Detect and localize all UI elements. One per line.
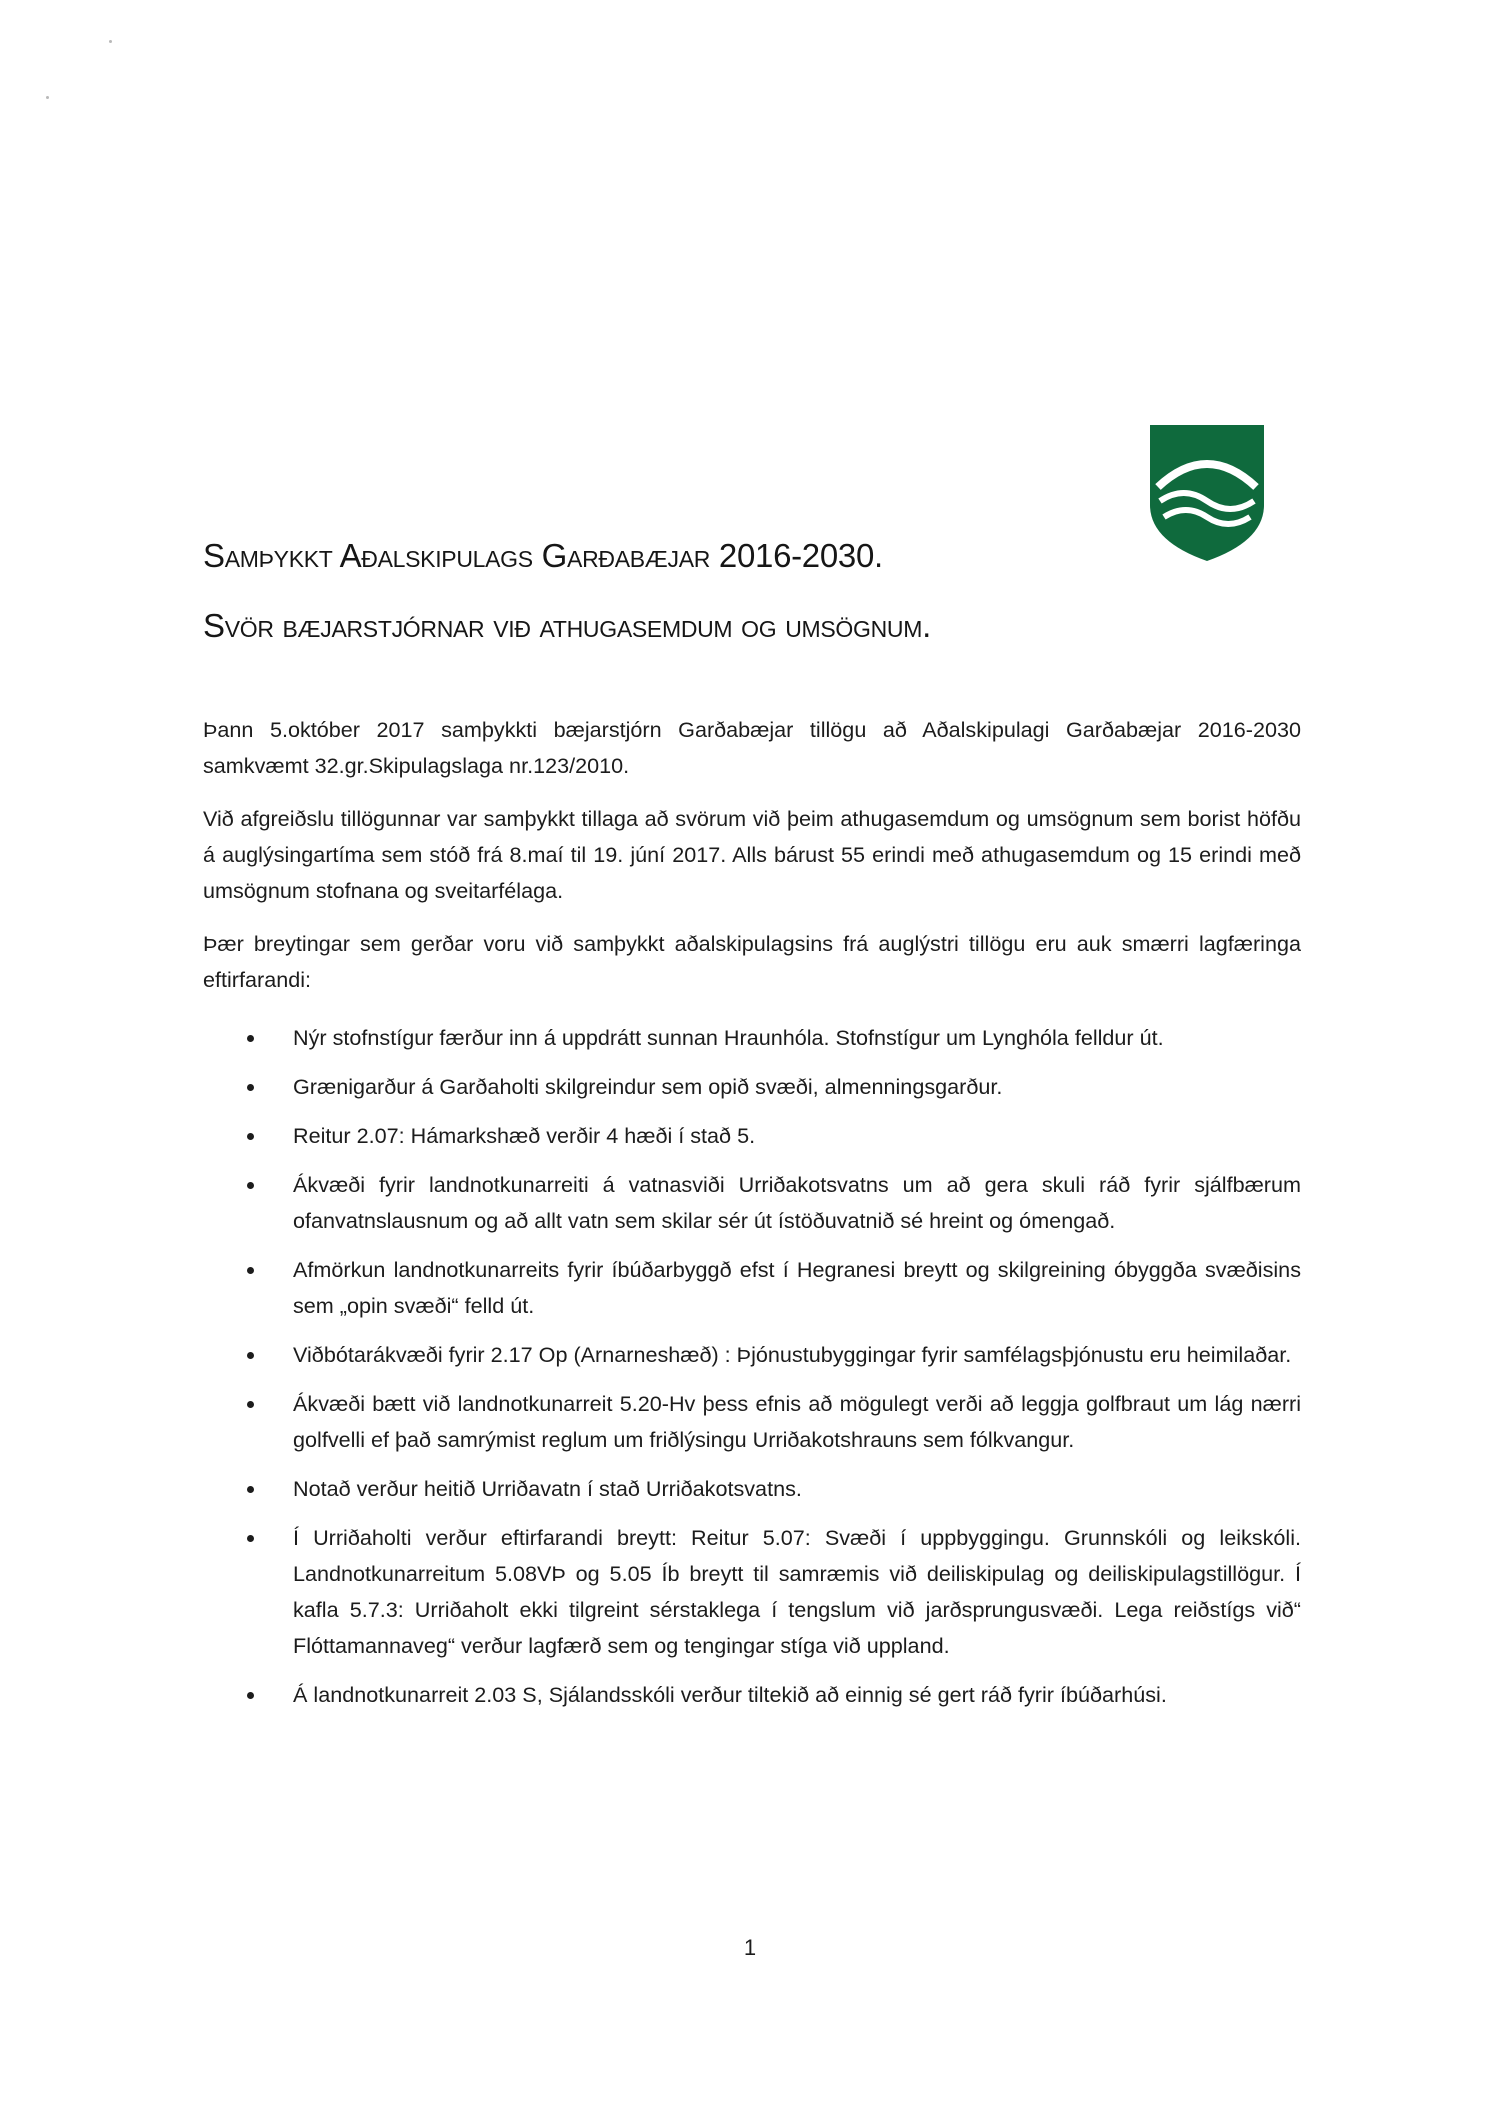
list-item-text: Grænigarður á Garðaholti skilgreindur sem opið svæði, almenningsgarður. xyxy=(293,1074,1003,1099)
document-title: Samþykkt Aðalskipulags Garðabæjar 2016-2030. xyxy=(203,537,883,574)
list-item-text: Nýr stofnstígur færður inn á uppdrátt sunnan Hraunhóla. Stofnstígur um Lynghóla felldur út. xyxy=(293,1025,1164,1050)
list-item-text: Afmörkun landnotkunarreits fyrir íbúðarbyggð efst í Hegranesi breytt og skilgreining óbyggða svæðisins sem „opin svæði“ felld út. xyxy=(293,1257,1301,1318)
list-item xyxy=(203,1118,1301,1154)
bullet-icon xyxy=(247,1692,254,1699)
scan-speck xyxy=(109,40,112,43)
list-item-text: Á landnotkunarreit 2.03 S, Sjálandsskóli verður tiltekið að einnig sé gert ráð fyrir íbúðarhúsi. xyxy=(293,1682,1167,1707)
list-item-text: Reitur 2.07: Hámarkshæð verðir 4 hæði í stað 5. xyxy=(293,1123,756,1148)
list-item-text: Í Urriðaholti verður eftirfarandi breytt: Reitur 5.07: Svæði í uppbyggingu. Grunnskóli og leikskóli. Landnotkunarreitum 5.08VÞ og 5.05 Íb breytt til samræmis við deiliskipulag og deiliskipulagstillögur. Í kafla 5.7.3: Urriðaholt ekki tilgreint sérstaklega í tengslum við jarðsprungusvæði. Lega reiðstígs við“ Flóttamannaveg“ verður lagfærð sem og tengingar stíga við uppland. xyxy=(293,1525,1301,1658)
bullet-icon xyxy=(247,1084,254,1091)
change-list xyxy=(203,1020,1301,1713)
document-subtitle: Svör bæjarstjórnar við athugasemdum og umsögnum. xyxy=(203,607,931,644)
paragraph: Við afgreiðslu tillögunnar var samþykkt tillaga að svörum við þeim athugasemdum og umsögnum sem borist höfðu á auglýsingartíma sem stóð frá 8.maí til 19. júní 2017. Alls bárust 55 erindi með athugasemdum og 15 erindi með umsögnum stofnana og sveitarfélaga. xyxy=(203,806,1301,903)
bullet-icon xyxy=(247,1267,254,1274)
list-item xyxy=(203,1167,1301,1239)
list-item-text: Notað verður heitið Urriðavatn í stað Urriðakotsvatns. xyxy=(293,1476,802,1501)
list-item xyxy=(203,1386,1301,1458)
list-item xyxy=(203,1520,1301,1664)
scan-speck xyxy=(46,96,49,99)
bullet-icon xyxy=(247,1133,254,1140)
bullet-icon xyxy=(247,1352,254,1359)
bullet-icon xyxy=(247,1035,254,1042)
paragraph: Þann 5.október 2017 samþykkti bæjarstjórn Garðabæjar tillögu að Aðalskipulagi Garðabæjar 2016-2030 samkvæmt 32.gr.Skipulagslaga nr.123/2010. xyxy=(203,717,1301,778)
list-item-text: Ákvæði bætt við landnotkunarreit 5.20-Hv þess efnis að mögulegt verði að leggja golfbraut um lág nærri golfvelli ef það samrýmist reglum um friðlýsingu Urriðakotshrauns sem fólkvangur. xyxy=(293,1391,1301,1452)
bullet-icon xyxy=(247,1401,254,1408)
document-body xyxy=(203,712,1301,1726)
bullet-icon xyxy=(247,1486,254,1493)
list-item xyxy=(203,1471,1301,1507)
list-item xyxy=(203,1252,1301,1324)
list-item xyxy=(203,1337,1301,1373)
bullet-icon xyxy=(247,1535,254,1542)
list-item-text: Viðbótarákvæði fyrir 2.17 Op (Arnarneshæð) : Þjónustubyggingar fyrir samfélagsþjónustu eru heimilaðar. xyxy=(293,1342,1292,1367)
bullet-icon xyxy=(247,1182,254,1189)
paragraph: Þær breytingar sem gerðar voru við samþykkt aðalskipulagsins frá auglýstri tillögu eru auk smærri lagfæringa eftirfarandi: xyxy=(203,931,1301,992)
list-item xyxy=(203,1069,1301,1105)
list-item xyxy=(203,1677,1301,1713)
list-item xyxy=(203,1020,1301,1056)
list-item-text: Ákvæði fyrir landnotkunarreiti á vatnasviði Urriðakotsvatns um að gera skuli ráð fyrir sjálfbærum ofanvatnslausnum og að allt vatn sem skilar sér út ístöðuvatnið sé hreint og ómengað. xyxy=(293,1172,1301,1233)
page-number: 1 xyxy=(743,1935,757,1960)
